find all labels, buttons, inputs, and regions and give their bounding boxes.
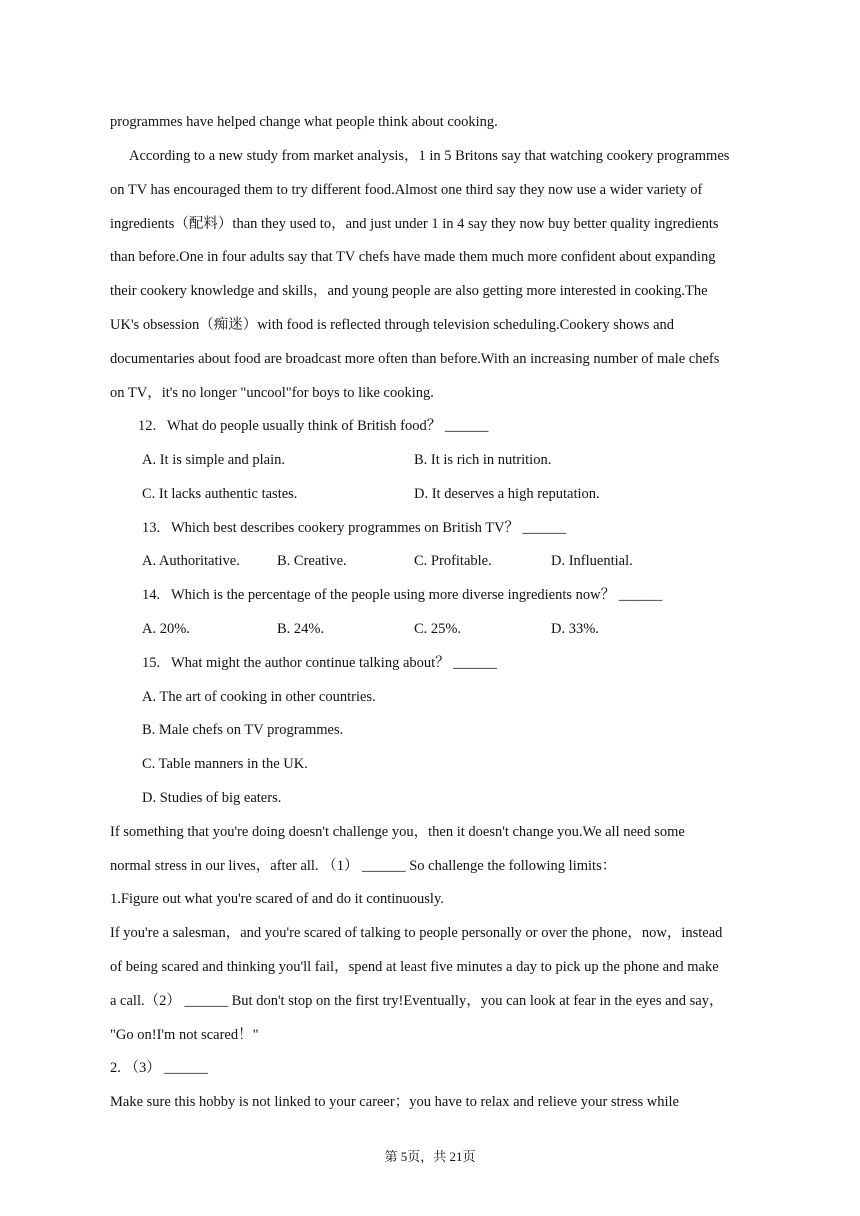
passage-line: ingredients（配料）than they used to，and just under 1 in 4 say they now buy better quality ingredients xyxy=(110,216,719,232)
passage-line: than before.One in four adults say that TV chefs have made them much more confident about expanding xyxy=(110,249,716,265)
option-a: A. Authoritative. xyxy=(142,553,240,569)
option-b: B. 24%. xyxy=(277,621,325,637)
option-c: C. It lacks authentic tastes. xyxy=(142,486,298,502)
passage-line: 2. （3） ______ xyxy=(110,1060,208,1076)
option-b: B. Creative. xyxy=(277,553,347,569)
passage-line: 1.Figure out what you're scared of and do it continuously. xyxy=(110,891,444,907)
question-12-options-row-2 xyxy=(0,485,860,503)
option-c: C. 25%. xyxy=(414,621,462,637)
option-a: A. It is simple and plain. xyxy=(142,452,285,468)
page-number-footer: 第 5页，共 21页 xyxy=(384,1149,476,1164)
passage-line: According to a new study from market analysis，1 in 5 Britons say that watching cookery programmes xyxy=(129,148,730,164)
option-b: B. It is rich in nutrition. xyxy=(414,452,552,468)
passage-line: a call.（2） ______ But don't stop on the first try!Eventually，you can look at fear in the eyes and say， xyxy=(110,993,724,1009)
passage-line: If you're a salesman，and you're scared of talking to people personally or over the phone，now，instead xyxy=(110,925,723,941)
question-14-options xyxy=(0,620,860,638)
passage-line: their cookery knowledge and skills，and young people are also getting more interested in cooking.The xyxy=(110,283,708,299)
question-12-options-row-1 xyxy=(0,451,860,469)
option-d: D. 33%. xyxy=(551,621,599,637)
option-a: A. 20%. xyxy=(142,621,190,637)
option-b: B. Male chefs on TV programmes. xyxy=(142,722,344,738)
option-d: D. Influential. xyxy=(551,553,633,569)
passage-line: on TV has encouraged them to try different food.Almost one third say they now use a wider variety of xyxy=(110,182,703,198)
passage-line: If something that you're doing doesn't challenge you，then it doesn't change you.We all need some xyxy=(110,824,685,840)
passage-line: programmes have helped change what people think about cooking. xyxy=(110,114,498,130)
passage-line: of being scared and thinking you'll fail，spend at least five minutes a day to pick up the phone and make xyxy=(110,959,719,975)
passage-line: "Go on!I'm not scared！" xyxy=(110,1027,259,1043)
option-d: D. It deserves a high reputation. xyxy=(414,486,600,502)
option-c: C. Profitable. xyxy=(414,553,492,569)
question-13-stem: 13. Which best describes cookery programmes on British TV？ ______ xyxy=(142,520,567,536)
passage-line: Make sure this hobby is not linked to your career；you have to relax and relieve your stress while xyxy=(110,1094,679,1110)
question-12-stem: 12. What do people usually think of British food？ ______ xyxy=(138,418,489,434)
passage-line: normal stress in our lives，after all. （1） ______ So challenge the following limits： xyxy=(110,858,617,874)
question-15-stem: 15. What might the author continue talking about？ ______ xyxy=(142,655,497,671)
option-d: D. Studies of big eaters. xyxy=(142,790,282,806)
option-a: A. The art of cooking in other countries. xyxy=(142,689,376,705)
question-14-stem: 14. Which is the percentage of the people using more diverse ingredients now？ ______ xyxy=(142,587,663,603)
question-13-options xyxy=(0,552,860,570)
passage-line: documentaries about food are broadcast more often than before.With an increasing number of male chefs xyxy=(110,351,720,367)
passage-line: UK's obsession（痴迷）with food is reflected through television scheduling.Cookery shows and xyxy=(110,317,675,333)
option-c: C. Table manners in the UK. xyxy=(142,756,308,772)
passage-line: on TV，it's no longer "uncool"for boys to like cooking. xyxy=(110,385,434,401)
